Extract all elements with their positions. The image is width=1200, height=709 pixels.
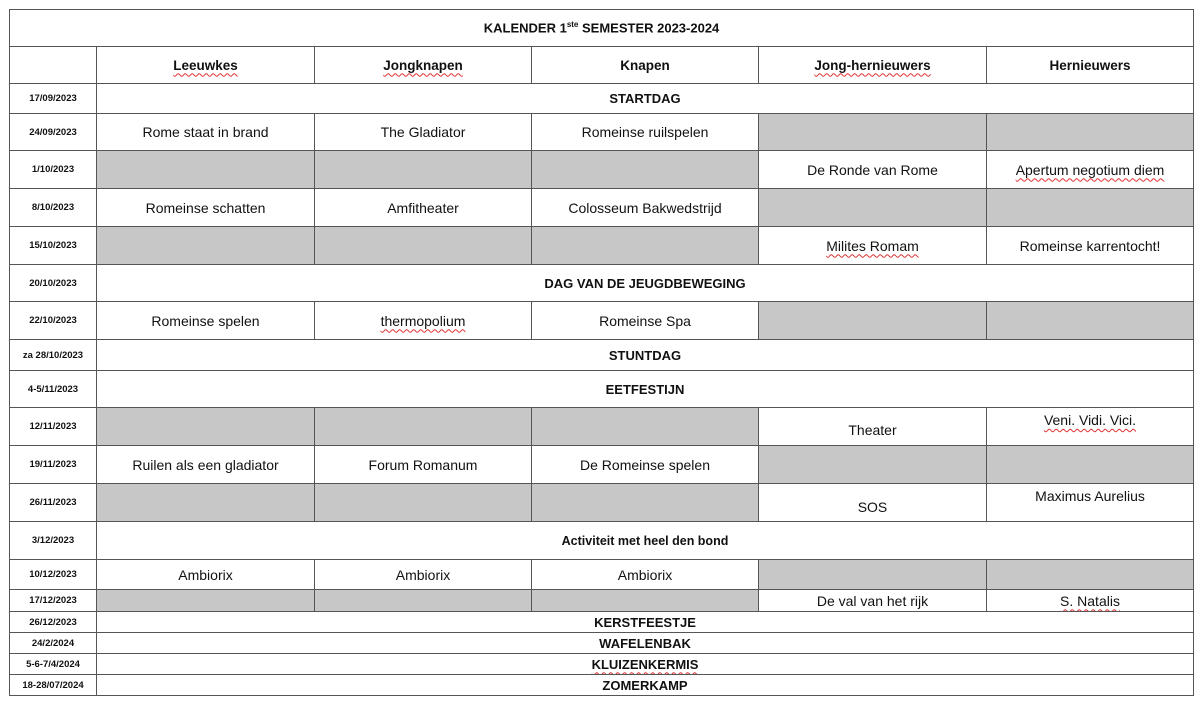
empty-cell[interactable]: [532, 484, 759, 522]
activity-cell[interactable]: Romeinse spelen: [97, 302, 315, 340]
row-date[interactable]: 5-6-7/4/2024: [10, 654, 97, 675]
event-cell[interactable]: DAG VAN DE JEUGDBEWEGING: [97, 265, 1194, 302]
empty-cell[interactable]: [97, 151, 315, 189]
row-date[interactable]: 10/12/2023: [10, 560, 97, 590]
activity-cell[interactable]: Amfitheater: [315, 189, 532, 227]
empty-cell[interactable]: [759, 446, 987, 484]
empty-cell[interactable]: [987, 114, 1194, 151]
activity-cell[interactable]: Rome staat in brand: [97, 114, 315, 151]
header-date-column[interactable]: [10, 47, 97, 84]
row-date[interactable]: 26/11/2023: [10, 484, 97, 522]
activity-cell[interactable]: Apertum negotium diem: [987, 151, 1194, 189]
empty-cell[interactable]: [759, 560, 987, 590]
row-date[interactable]: 17/09/2023: [10, 84, 97, 114]
row-date[interactable]: 20/10/2023: [10, 265, 97, 302]
activity-cell[interactable]: De val van het rijk: [759, 590, 987, 612]
row-date[interactable]: 17/12/2023: [10, 590, 97, 612]
activity-cell[interactable]: The Gladiator: [315, 114, 532, 151]
row-date[interactable]: 8/10/2023: [10, 189, 97, 227]
row-date[interactable]: za 28/10/2023: [10, 340, 97, 371]
empty-cell[interactable]: [315, 227, 532, 265]
empty-cell[interactable]: [97, 227, 315, 265]
header-leeuwkes[interactable]: Leeuwkes: [97, 47, 315, 84]
activity-cell[interactable]: Milites Romam: [759, 227, 987, 265]
empty-cell[interactable]: [532, 151, 759, 189]
empty-cell[interactable]: [759, 189, 987, 227]
activity-cell[interactable]: Romeinse Spa: [532, 302, 759, 340]
event-cell[interactable]: ZOMERKAMP: [97, 675, 1194, 696]
empty-cell[interactable]: [759, 114, 987, 151]
activity-cell[interactable]: Colosseum Bakwedstrijd: [532, 189, 759, 227]
row-date[interactable]: 4-5/11/2023: [10, 371, 97, 408]
empty-cell[interactable]: [987, 446, 1194, 484]
activity-cell[interactable]: Ambiorix: [315, 560, 532, 590]
empty-cell[interactable]: [315, 590, 532, 612]
row-date[interactable]: 22/10/2023: [10, 302, 97, 340]
event-cell[interactable]: STUNTDAG: [97, 340, 1194, 371]
empty-cell[interactable]: [987, 189, 1194, 227]
activity-cell[interactable]: Theater: [759, 408, 987, 446]
event-cell[interactable]: KERSTFEESTJE: [97, 612, 1194, 633]
empty-cell[interactable]: [315, 151, 532, 189]
activity-cell[interactable]: Veni. Vidi. Vici.: [987, 408, 1194, 446]
activity-cell[interactable]: Ambiorix: [532, 560, 759, 590]
activity-cell[interactable]: De Romeinse spelen: [532, 446, 759, 484]
header-knapen[interactable]: Knapen: [532, 47, 759, 84]
header-hernieuwers[interactable]: Hernieuwers: [987, 47, 1194, 84]
event-cell[interactable]: EETFESTIJN: [97, 371, 1194, 408]
event-cell[interactable]: Activiteit met heel den bond: [97, 522, 1194, 560]
activity-cell[interactable]: thermopolium: [315, 302, 532, 340]
activity-cell[interactable]: S. Natalis: [987, 590, 1194, 612]
calendar-title[interactable]: KALENDER 1ste SEMESTER 2023-2024: [10, 10, 1194, 47]
row-date[interactable]: 26/12/2023: [10, 612, 97, 633]
activity-cell[interactable]: Romeinse ruilspelen: [532, 114, 759, 151]
row-date[interactable]: 12/11/2023: [10, 408, 97, 446]
empty-cell[interactable]: [532, 227, 759, 265]
header-jongknapen[interactable]: Jongknapen: [315, 47, 532, 84]
activity-cell[interactable]: Forum Romanum: [315, 446, 532, 484]
activity-cell[interactable]: Maximus Aurelius: [987, 484, 1194, 522]
empty-cell[interactable]: [97, 408, 315, 446]
event-cell[interactable]: STARTDAG: [97, 84, 1194, 114]
header-jong-hernieuwers[interactable]: Jong-hernieuwers: [759, 47, 987, 84]
activity-cell[interactable]: SOS: [759, 484, 987, 522]
empty-cell[interactable]: [97, 484, 315, 522]
activity-cell[interactable]: Ambiorix: [97, 560, 315, 590]
row-date[interactable]: 1/10/2023: [10, 151, 97, 189]
empty-cell[interactable]: [315, 484, 532, 522]
calendar-table: [9, 9, 1194, 696]
row-date[interactable]: 15/10/2023: [10, 227, 97, 265]
row-date[interactable]: 3/12/2023: [10, 522, 97, 560]
empty-cell[interactable]: [97, 590, 315, 612]
activity-cell[interactable]: Romeinse schatten: [97, 189, 315, 227]
empty-cell[interactable]: [315, 408, 532, 446]
row-date[interactable]: 19/11/2023: [10, 446, 97, 484]
event-cell[interactable]: KLUIZENKERMIS: [97, 654, 1194, 675]
empty-cell[interactable]: [759, 302, 987, 340]
activity-cell[interactable]: Romeinse karrentocht!: [987, 227, 1194, 265]
row-date[interactable]: 24/2/2024: [10, 633, 97, 654]
row-date[interactable]: 18-28/07/2024: [10, 675, 97, 696]
empty-cell[interactable]: [987, 302, 1194, 340]
empty-cell[interactable]: [532, 590, 759, 612]
row-date[interactable]: 24/09/2023: [10, 114, 97, 151]
activity-cell[interactable]: De Ronde van Rome: [759, 151, 987, 189]
activity-cell[interactable]: Ruilen als een gladiator: [97, 446, 315, 484]
empty-cell[interactable]: [987, 560, 1194, 590]
event-cell[interactable]: WAFELENBAK: [97, 633, 1194, 654]
empty-cell[interactable]: [532, 408, 759, 446]
